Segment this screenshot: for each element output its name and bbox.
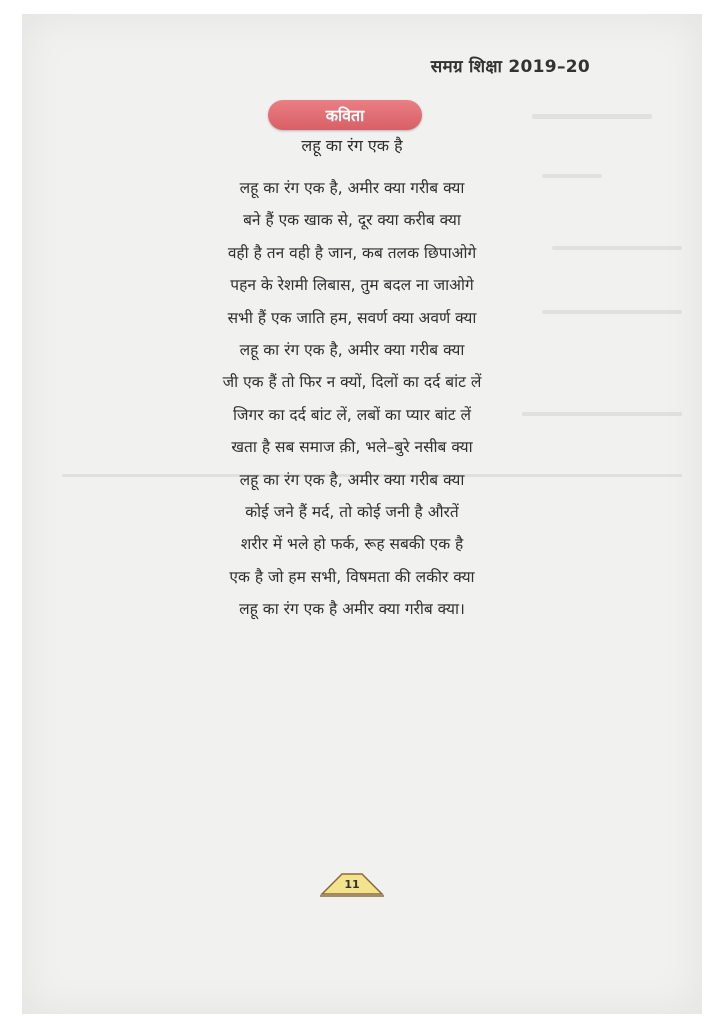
poem-line: लहू का रंग एक है, अमीर क्या गरीब क्या xyxy=(239,179,465,197)
poem-line: लहू का रंग एक है अमीर क्या गरीब क्या। xyxy=(239,600,465,619)
poem-line: शरीर में भले हो फर्क, रूह सबकी एक है xyxy=(240,535,464,554)
poem-line: जिगर का दर्द बांट लें, लबों का प्यार बांट लें xyxy=(233,405,471,424)
poem-lines xyxy=(22,172,682,625)
section-label-pill xyxy=(268,100,422,130)
poem-line: सभी हैं एक जाति हम, सवर्ण क्या अवर्ण क्या xyxy=(227,308,477,327)
poem-title: लहू का रंग एक है xyxy=(301,136,403,155)
poem-line: लहू का रंग एक है, अमीर क्या गरीब क्या xyxy=(239,340,465,359)
poem-line: खता है सब समाज क़ी, भले–बुरे नसीब क्या xyxy=(231,438,473,457)
poem-line: एक है जो हम सभी, विषमता की लकीर क्या xyxy=(229,567,475,586)
header-title: समग्र शिक्षा 2019–20 xyxy=(430,57,590,77)
page-number-badge xyxy=(320,870,384,898)
poem-line: कोई जने हैं मर्द, तो कोई जनी है औरतें xyxy=(245,502,459,521)
poem-line: पहन के रेशमी लिबास, तुम बदल ना जाओगे xyxy=(230,276,474,295)
poem-line: बने हैं एक खाक से, दूर क्या करीब क्या xyxy=(243,211,461,230)
page-sheet xyxy=(22,14,702,1014)
page-number: 11 xyxy=(344,878,360,891)
poem-line: वही है तन वही है जान, कब तलक छिपाओगे xyxy=(227,243,477,262)
poem-line: जी एक हैं तो फिर न क्यों, दिलों का दर्द बांट लें xyxy=(222,373,482,392)
show-through-mark xyxy=(532,114,652,119)
section-label: कविता xyxy=(325,106,365,125)
poem-line: लहू का रंग एक है, अमीर क्या गरीब क्या xyxy=(239,470,465,489)
